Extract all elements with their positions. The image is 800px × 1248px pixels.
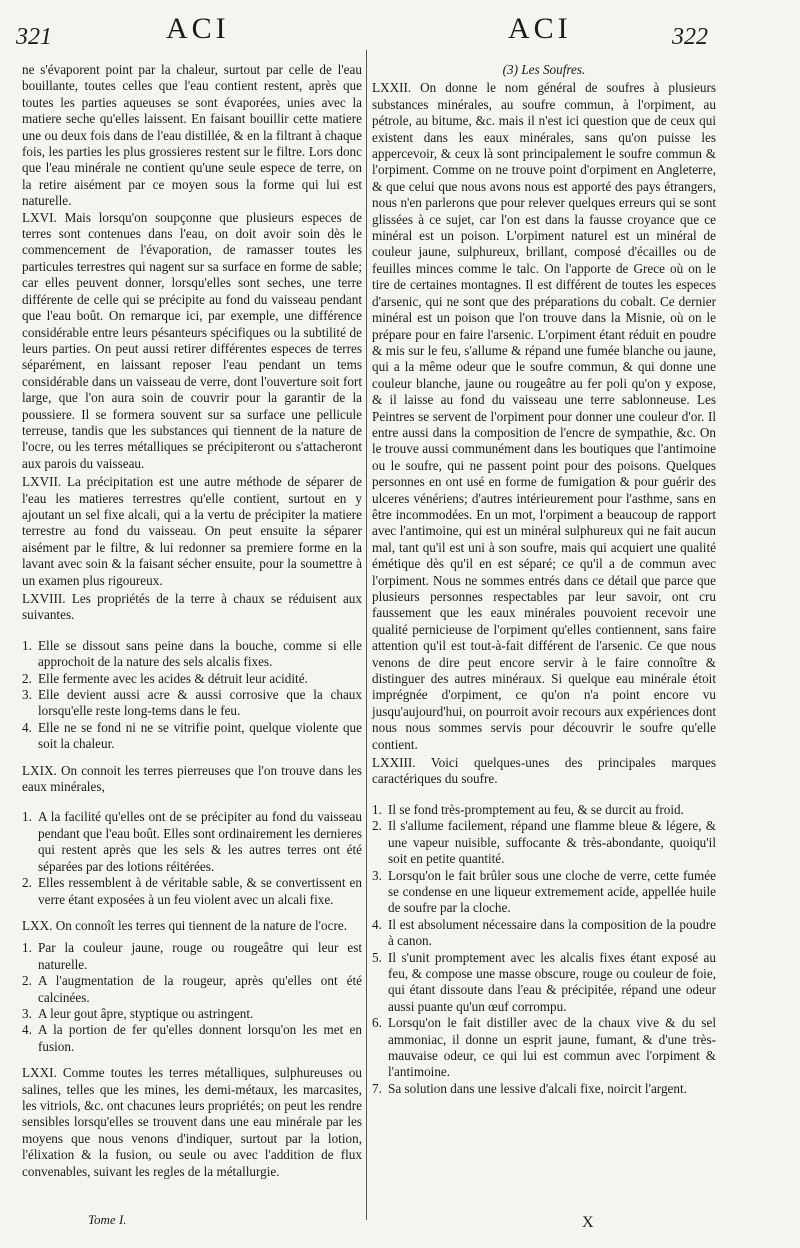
article-lxxi <box>22 1065 362 1180</box>
item-number: 4. <box>372 916 382 932</box>
list-item <box>22 687 362 720</box>
item-text: Sa solution dans une lessive d'alcali fixe, noircit l'argent. <box>388 1080 687 1096</box>
item-text: Elle ne se fond ni ne se vitrifie point, quelque violente que soit la chaleur. <box>38 719 362 752</box>
item-text: A leur gout âpre, styptique ou astringent. <box>38 1005 254 1021</box>
article-number: LXVIII. <box>22 591 66 606</box>
article-number: LXXI. <box>22 1065 57 1081</box>
item-text: Par la couleur jaune, rouge ou rougeâtre qui leur est naturelle. <box>38 940 362 972</box>
article-lxxii <box>372 80 716 753</box>
article-lxvii <box>22 474 362 589</box>
list-item <box>22 1006 362 1022</box>
article-text: La précipitation est une autre méthode de séparer de l'eau les matieres terrestres qu'elle contient, surtout en y ajoutant un sel fixe alcali, qui a la vertu de précipiter la matiere terrestre au fond du vaisseau. On peut ensuite la séparer aisément par le filtre, & lui redonner sa premiere forme en la lavant avec soin & la faisant sécher ensuite, pour la soumettre à un examen plus rigoureux. <box>22 474 362 588</box>
item-text: A la portion de fer qu'elles donnent lorsqu'on les met en fusion. <box>38 1022 362 1054</box>
column-divider <box>366 50 367 1220</box>
list-item <box>372 1015 716 1081</box>
article-number: LXXIII. <box>372 755 416 771</box>
right-column <box>372 62 716 1107</box>
item-text: Il est absolument nécessaire dans la composition de la poudre à canon. <box>388 916 716 949</box>
item-text: Elle se dissout sans peine dans la bouche, comme si elle approchoit de la nature des sels alcalis fixes. <box>38 637 362 670</box>
article-text: On donne le nom général de soufres à plusieurs substances minérales, au soufre commun, à l'orpiment, au pétrole, au bitume, &c. mais il n'est ici question que de ceux qui existent dans les eaux minérales, sans qu'on puisse les appercevoir, & ceux là sont principalement le soufre commun & l'orpiment. Comme on ne trouve point d'orpiment en Angleterre, & que celui que nous avons nous est apporté des pays étrangers, nous n'en parlerons que pour relever quelques erreurs qui se sont glissées à ce sujet, car l'on est dans la fausse croyance que ce minéral est un poison. L'orpiment naturel est un minéral de couleur jaune, sulphureux, brillant, composé d'écailles ou de feuilles minces comme le talc. On l'apporte de Grece où on le tire de certaines montagnes. Il est différent de toutes les especes d'arsenic, qui ne sont que des préparations du cobalt. Ce dernier minéral est un poison que l'on trouve dans la Misnie, où on le prépare pour en faire l'arsenic. L'orpiment étant réduit en poudre & mis sur le feu, s'allume & répand une fumée blanche ou jaune, qui a la même odeur que le soufre commun, & qui donne une couleur blanche, jaune ou rougeâtre au fer poli qu'on y expose, & il laisse au fond du vaisseau une terre sablonneuse. Les Peintres se servent de l'orpiment pour donner une couleur d'or. Il entre aussi dans la composition de l'encre de sympathie, &c. On le trouve aussi communément dans les boutiques que l'antimoine ou le soufre, qui ne passent point pour des poisons. Quelques personnes en ont usé en forme de fumigation & pour guérir des ulceres vénériens; d'autres intérieurement pour l'asthme, sans en être incommodées. En un mot, l'orpiment a beaucoup de rapport avec l'antimoine, qui est un minéral sulphureux qui ne fait aucun mal, tant qu'il est uni à son soufre, mais qui acquiert une qualité émétique dès qu'il en est séparé; ce qu'il a de commun avec l'orpiment. Nous ne sommes entrés dans ce détail que parce que plusieurs personnes respectables par leur savoir, ont cru faussement que les eaux minérales pouvoient recevoir une qualité pernicieuse de l'orpiment qu'elles contiennent, sans faire attention qu'il est tout-à-fait différent de l'arsenic. Ce que nous venons de dire peut encore servir à le faire connoître & distinguer des autres minéraux. Si quelque eau minérale étoit imprégnée d'orpiment, ce qu'on n'a point encore vu jusqu'aujourd'hui, on pourroit avoir recours aux expériences dont nous nous sommes servis pour découvrir le soufre qu'elle contient. <box>372 80 716 752</box>
item-text: A l'augmentation de la rougeur, après qu'elles ont été calcinées. <box>38 973 362 1005</box>
right-page-number: 322 <box>672 24 708 50</box>
item-number: 3. <box>372 867 382 883</box>
article-text: Mais lorsqu'on soupçonne que plusieurs especes de terres sont contenues dans l'eau, on doit avoir soin dès le commencement de l'évaporation, de ramasser toutes les particules terrestres qui nagent sur sa surface en forme de sable; car elles peuvent donner, lorsqu'elles sont seches, une terre différente de celle qui se précipite au fond du vaisseau pendant que l'eau boût. On remarque ici, par exemple, une différence considérable entre leurs pésanteurs spécifiques ou la subtilité de leurs parties. On peut aussi retirer différentes especes de terres séparément, en laissant reposer l'eau pendant un tems considérable dans un vaisseau de verre, dont l'ouverture soit fort large, que l'on aura soin de couvrir pour la garantir de la poussiere. Il se formera souvent sur sa surface une pellicule terreuse, tandis que les substances qui tiennent de la nature de l'ocre, ou les terres métalliques se précipiteront ou s'attacheront aux parois du vaisseau. <box>22 209 363 471</box>
item-number: 2. <box>22 875 32 891</box>
list-item <box>372 950 716 1016</box>
list-item <box>372 802 716 818</box>
article-text: Comme toutes les terres métalliques, sulphureuses ou salines, telles que les mines, les demi-métaux, les marcasites, les vitriols, &c. ont chacunes leurs propriétés; on peut les rendre sensibles lorsqu'elles se trouvent dans une eau minérale par les moyens que nous venons d'indiquer, surtout par la lotion, l'élixation & la fusion, ou seule ou avec l'addition de flux convenables, suivant les regles de la métallurgie. <box>22 1065 362 1179</box>
item-text: Il se fond très-promptement au feu, & se durcit au froid. <box>388 801 684 817</box>
list-item <box>22 638 362 671</box>
left-page-number: 321 <box>16 24 52 50</box>
item-text: Elle fermente avec les acides & détruit leur acidité. <box>38 670 308 686</box>
list-item <box>372 917 716 950</box>
signature-mark: X <box>582 1214 594 1231</box>
item-text: Elle devient aussi acre & aussi corrosive que la chaux lorsqu'elle reste long-tems dans le feu. <box>38 687 362 719</box>
article-text: On connoit les terres pierreuses que l'on trouve dans les eaux minérales, <box>22 762 362 795</box>
article-number: LXVI. <box>22 209 57 225</box>
list-item <box>22 973 362 1006</box>
article-lxvi <box>22 210 362 473</box>
item-text: A la facilité qu'elles ont de se précipiter au fond du vaisseau pendant que l'eau boût. Elles sont ordinairement les dernieres qui restent après que les sels & les autres terres ont été séparées par des lotions réitérées. <box>38 809 362 874</box>
item-number: 3. <box>22 687 32 703</box>
left-running-head: ACI <box>166 12 230 45</box>
article-lxxiii <box>372 755 716 788</box>
volume-footer: Tome I. <box>88 1212 127 1227</box>
article-lxviii <box>22 591 362 624</box>
item-text: Il s'unit promptement avec les alcalis fixes étant exposé au feu, & compose une masse obscure, rouge ou couleur de foie, qui étant dissoute dans l'eau & précipitée, répand une odeur aussi puante qu'un œuf corrompu. <box>388 949 716 1014</box>
item-text: Il s'allume facilement, répand une flamme bleue & légere, & une vapeur nuisible, suffocante & très-abondante, quoiqu'il soit en petite quantité. <box>388 818 716 867</box>
left-column <box>22 62 362 1180</box>
article-text: On connoît les terres qui tiennent de la nature de l'ocre. <box>55 917 348 933</box>
list-item <box>22 671 362 687</box>
item-number: 2. <box>372 818 382 834</box>
article-number: LXVII. <box>22 474 62 490</box>
list-item <box>22 940 362 973</box>
list-item <box>372 1081 716 1097</box>
article-text: Voici quelques-unes des principales marques caractériques du soufre. <box>372 755 716 787</box>
opening-paragraph: ne s'évaporent point par la chaleur, surtout par celle de l'eau bouillante, toutes celles que l'eau contient restent, après que toutes les parties aqueuses se sont évaporées, unies avec la matiere seche qu'elles laissent. En faisant bouillir cette matiere une ou deux fois dans de l'eau distillée, & en la filtrant à chaque fois, les parties les plus grossieres restent sur le filtre. Lors donc que l'eau minérale ne contient qu'une seule espece de terre, on la retire aisément par ce moyen sous la forme qui lui est naturelle. <box>22 62 362 209</box>
list-item <box>372 868 716 917</box>
item-number: 4. <box>22 719 32 735</box>
list-item <box>22 1022 362 1055</box>
section-title: (3) Les Soufres. <box>502 62 586 77</box>
item-number: 4. <box>22 1022 32 1038</box>
article-number: LXXII. <box>372 80 412 96</box>
right-running-head: ACI <box>508 12 572 45</box>
article-number: LXX. <box>22 917 53 933</box>
item-number: 2. <box>22 670 32 686</box>
item-number: 1. <box>372 801 382 817</box>
lxviii-property-list <box>22 638 362 753</box>
item-number: 3. <box>22 1005 32 1021</box>
item-number: 1. <box>22 809 32 825</box>
item-number: 7. <box>372 1080 382 1096</box>
item-number: 1. <box>22 637 32 653</box>
item-text: Elles ressemblent à de véritable sable, & se convertissent en verre étant exposées à un feu violent avec un alcali fixe. <box>38 875 362 907</box>
item-number: 5. <box>372 949 382 965</box>
lxix-property-list <box>22 809 362 907</box>
list-item <box>22 720 362 753</box>
article-lxx <box>22 918 362 934</box>
lxxiii-property-list <box>372 802 716 1097</box>
item-number: 2. <box>22 973 32 989</box>
article-number: LXIX. <box>22 762 57 778</box>
article-lxix <box>22 763 362 796</box>
list-item <box>22 875 362 908</box>
list-item <box>372 818 716 867</box>
item-number: 1. <box>22 940 32 956</box>
item-text: Lorsqu'on le fait brûler sous une cloche de verre, cette fumée se condense en une liqueur extremement acide, appellée huile de soufre par la cloche. <box>388 867 716 916</box>
item-number: 6. <box>372 1015 382 1031</box>
list-item <box>22 809 362 875</box>
item-text: Lorsqu'on le fait distiller avec de la chaux vive & du sel ammoniac, il donne un esprit jaune, fumant, & d'une très-mauvaise odeur, ce qui lui est commun avec l'orpiment & l'antimoine. <box>388 1015 716 1080</box>
article-text: Les propriétés de la terre à chaux se réduisent aux suivantes. <box>22 591 362 623</box>
lxx-property-list <box>22 940 362 1055</box>
